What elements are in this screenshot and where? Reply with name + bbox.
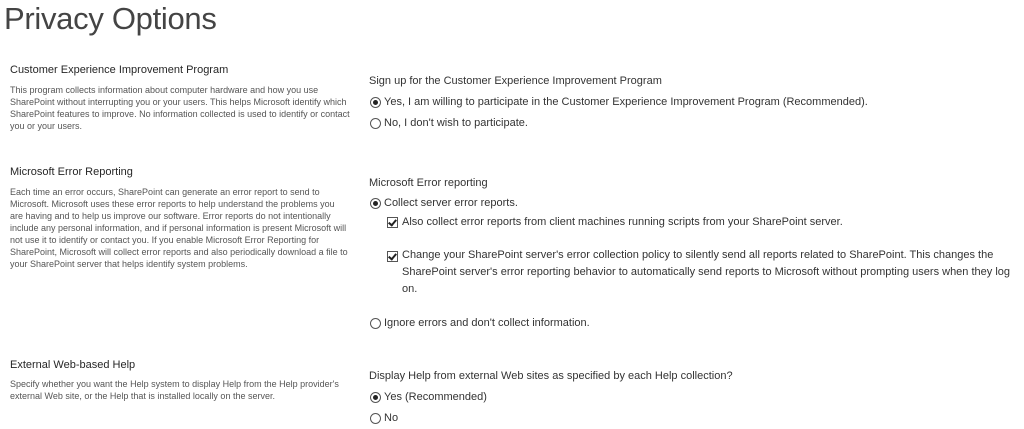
client-error-reports-checkbox[interactable] [387,217,398,228]
ceip-no-option[interactable] [370,116,528,130]
collect-server-errors-option[interactable] [370,196,518,210]
web-help-section-title: External Web-based Help [10,359,136,371]
ignore-errors-label: Ignore errors and don't collect information. [384,317,590,329]
web-help-no-option[interactable] [370,411,398,425]
web-help-no-radio[interactable] [370,413,381,424]
ceip-yes-option[interactable] [370,95,868,109]
ceip-no-radio[interactable] [370,118,381,129]
error-reporting-section-title: Microsoft Error Reporting [10,166,133,178]
ceip-no-label: No, I don't wish to participate. [384,117,528,129]
ceip-section-description: This program collects information about computer hardware and how you use SharePoint without interrupting you or your users. This helps Microsoft identify which SharePoint features to improve. No information collected is used to identify or contact you or your users. [10,85,350,131]
ceip-section-title: Customer Experience Improvement Program [10,64,229,76]
web-help-yes-label: Yes (Recommended) [384,391,487,403]
error-reporting-option-label: Microsoft Error reporting [369,177,488,189]
web-help-yes-option[interactable] [370,390,487,404]
error-policy-checkbox[interactable] [387,251,398,262]
client-error-reports-label: Also collect error reports from client machines running scripts from your SharePoint server. [402,216,843,228]
error-reporting-section-description: Each time an error occurs, SharePoint can generate an error report to send to Microsoft. Microsoft uses these error reports to help understand the problems you are having and to help us improve our software. Error reports do not intentionally include any personal information, and if personal information is present Microsoft will not use it to identify or contact you. If you enable Microsoft Error Reporting for SharePoint, Microsoft will collect error reports and also periodically download a file to your SharePoint server that helps identify system problems. [10,187,348,269]
web-help-no-label: No [384,412,399,424]
error-policy-label: Change your SharePoint server's error collection policy to silently send all reports related to SharePoint. This changes the SharePoint server's error reporting behavior to automatically send reports to Microsoft without prompting users when they log on. [402,249,1011,295]
error-policy-option[interactable] [387,247,1017,298]
ceip-yes-label: Yes, I am willing to participate in the Customer Experience Improvement Program (Recommended). [384,96,868,108]
ceip-yes-radio[interactable] [370,97,381,108]
ignore-errors-radio[interactable] [370,318,381,329]
ceip-option-label: Sign up for the Customer Experience Improvement Program [369,75,662,87]
collect-server-errors-radio[interactable] [370,198,381,209]
web-help-section-description: Specify whether you want the Help system to display Help from the Help provider's external Web site, or the Help that is installed locally on the server. [10,379,339,401]
client-error-reports-option[interactable] [387,215,843,229]
web-help-yes-radio[interactable] [370,392,381,403]
web-help-option-label: Display Help from external Web sites as specified by each Help collection? [369,370,733,382]
collect-server-errors-label: Collect server error reports. [384,197,518,209]
page-title: Privacy Options [4,1,217,36]
ignore-errors-option[interactable] [370,316,590,330]
